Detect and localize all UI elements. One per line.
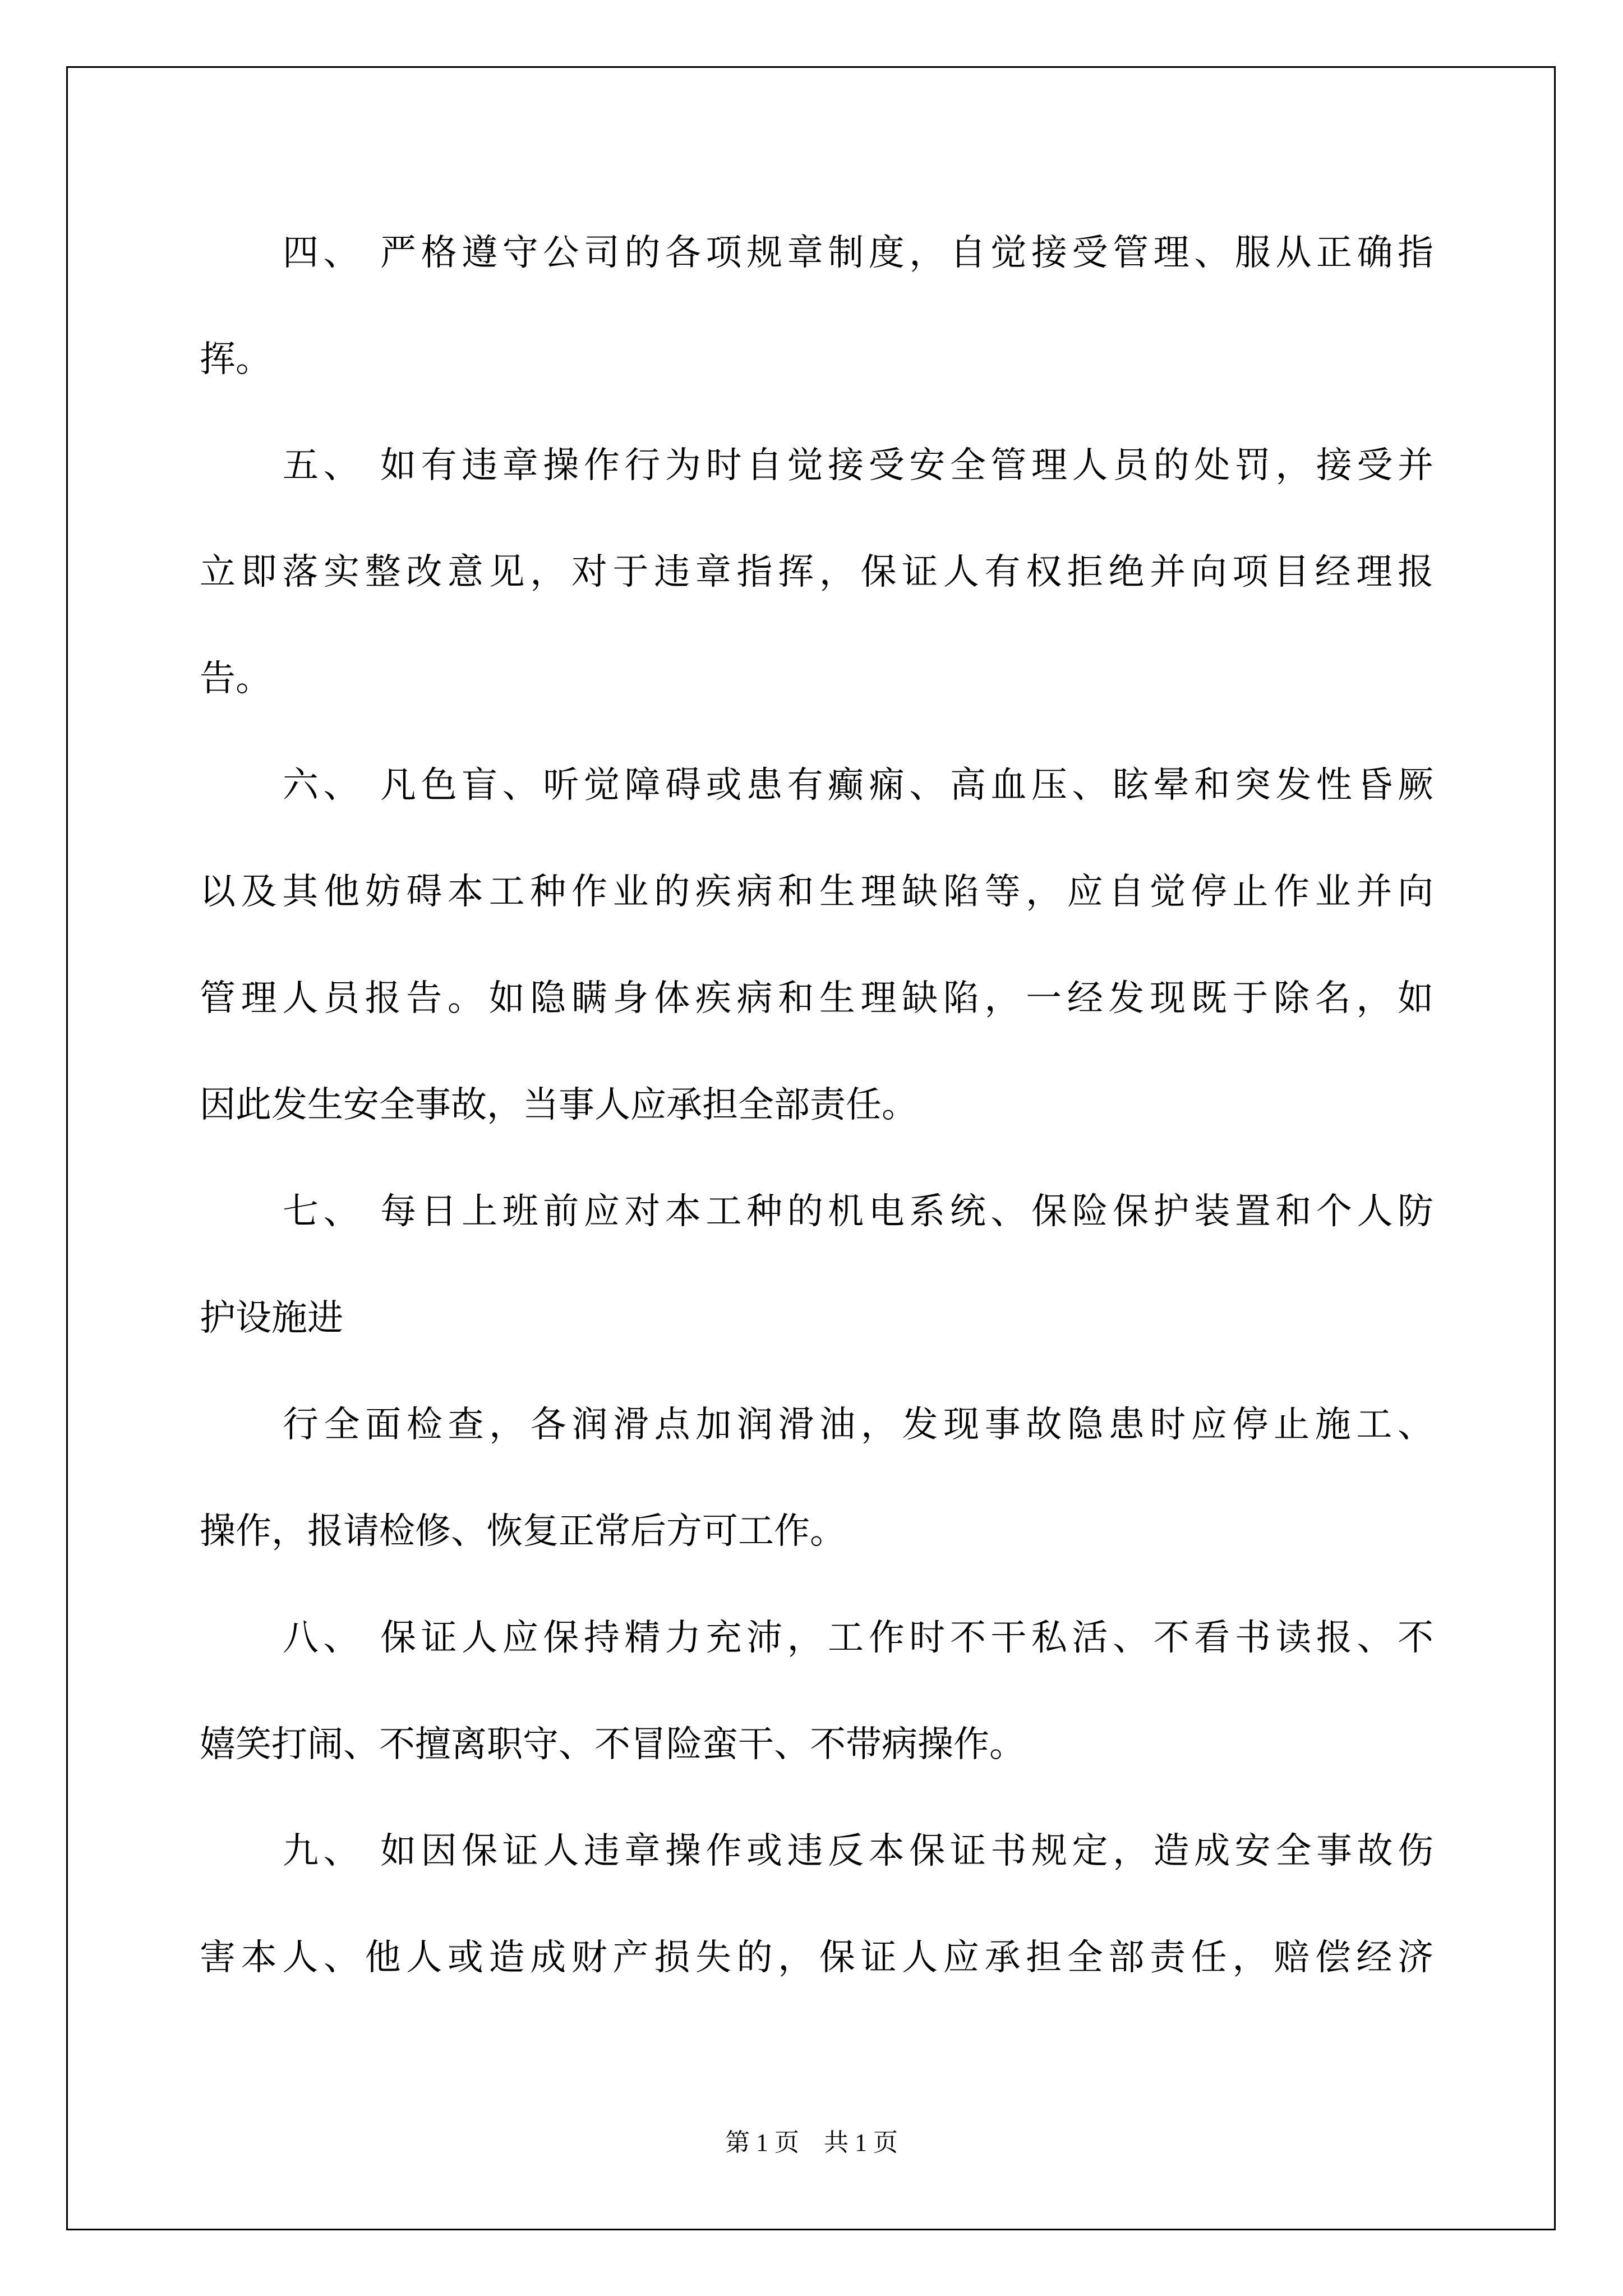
page-border xyxy=(66,66,1556,2230)
paragraph-5-line-3: 告。 xyxy=(200,658,271,700)
paragraph-4-line-2: 挥。 xyxy=(200,339,271,380)
paragraph-4-line-1: 四、 严格遵守公司的各项规章制度，自觉接受管理、服从正确指 xyxy=(283,232,1433,274)
paragraph-6-line-3: 管理人员报告。如隐瞒身体疾病和生理缺陷，一经发现既于除名，如 xyxy=(200,978,1433,1019)
page-number-footer: 第 1 页 共 1 页 xyxy=(725,2129,898,2156)
paragraph-7-line-2: 护设施进 xyxy=(200,1297,343,1339)
paragraph-7-line-1: 七、 每日上班前应对本工种的机电系统、保险保护装置和个人防 xyxy=(283,1191,1433,1232)
paragraph-6-line-2: 以及其他妨碍本工种作业的疾病和生理缺陷等，应自觉停止作业并向 xyxy=(200,871,1433,913)
paragraph-6-line-1: 六、 凡色盲、听觉障碍或患有癫痫、高血压、眩晕和突发性昏厥 xyxy=(283,765,1433,806)
paragraph-5-line-1: 五、 如有违章操作行为时自觉接受安全管理人员的处罚，接受并 xyxy=(283,445,1433,486)
paragraph-9-line-1: 九、 如因保证人违章操作或违反本保证书规定，造成安全事故伤 xyxy=(283,1830,1433,1872)
paragraph-8-line-2: 嬉笑打闹、不擅离职守、不冒险蛮干、不带病操作。 xyxy=(200,1724,1025,1765)
paragraph-7b-line-1: 行全面检查，各润滑点加润滑油，发现事故隐患时应停止施工、 xyxy=(283,1404,1433,1446)
paragraph-6-line-4: 因此发生安全事故，当事人应承担全部责任。 xyxy=(200,1084,917,1126)
paragraph-9-line-2: 害本人、他人或造成财产损失的，保证人应承担全部责任，赔偿经济 xyxy=(200,1937,1433,1978)
paragraph-8-line-1: 八、 保证人应保持精力充沛，工作时不干私活、不看书读报、不 xyxy=(283,1617,1433,1659)
paragraph-5-line-2: 立即落实整改意见，对于违章指挥，保证人有权拒绝并向项目经理报 xyxy=(200,551,1433,593)
paragraph-7b-line-2: 操作，报请检修、恢复正常后方可工作。 xyxy=(200,1511,846,1552)
